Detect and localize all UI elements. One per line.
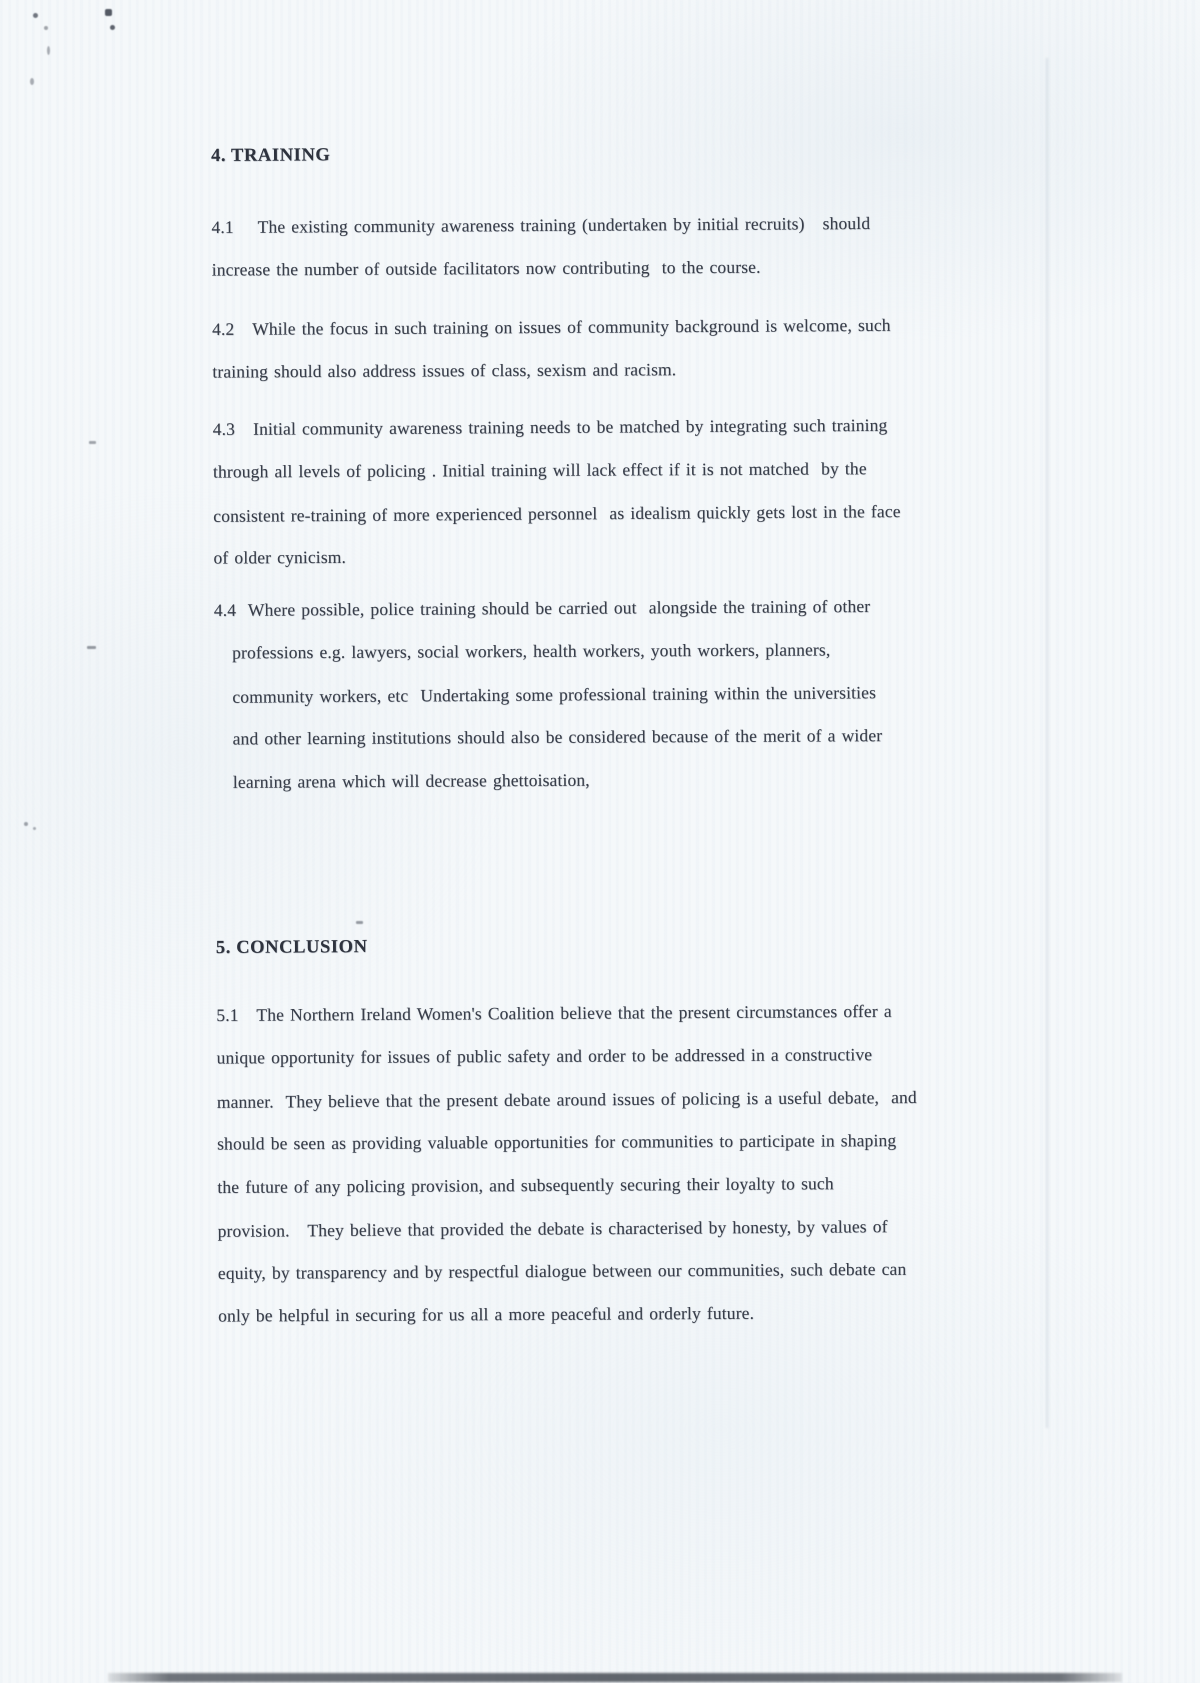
text-line: 4.3 Initial community awareness training needs to be matched by integrating such training [212,414,888,439]
text-line: through all levels of policing . Initial training will lack effect if it is not matched by the [212,458,867,482]
paragraph-4-4 [214,584,1075,804]
text-line: consistent re-training of more experienced personnel as idealism quickly gets lost in the face [213,501,901,526]
text-line: should be seen as providing valuable opportunities for communities to participate in shaping [217,1130,897,1154]
text-line: 4.2 While the focus in such training on issues of community background is welcome, such [212,314,891,339]
text-line: 4.1 The existing community awareness training (undertaken by initial recruits) should [211,212,871,237]
text-line: and other learning institutions should also be considered because of the merit of a wider [232,725,883,749]
text-line: the future of any policing provision, and subsequently securing their loyalty to such [217,1173,834,1197]
text-line: 5.1 The Northern Ireland Women's Coalition believe that the present circumstances offer a [216,1000,892,1025]
text-line: manner. They believe that the present debate around issues of policing is a useful debate, and [216,1086,917,1112]
text-line: increase the number of outside facilitators now contributing to the course. [211,256,761,280]
text-line: of older cynicism. [213,546,347,568]
text-line: unique opportunity for issues of public safety and order to be addressed in a constructive [216,1044,873,1068]
text-line: community workers, etc Undertaking some professional training within the universities [232,682,877,707]
text-line: training should also address issues of class, sexism and racism. [212,359,677,382]
section-heading-training: 4. TRAINING [210,145,331,166]
paragraph-4-1 [211,201,1072,292]
paragraph-4-3 [213,403,1074,580]
text-line: learning arena which will decrease ghettoisation, [232,769,590,792]
text-line: provision. They believe that provided the debate is characterised by honesty, by values of [217,1216,888,1241]
text-line: 4.4 Where possible, police training should be carried out alongside the training of other [213,595,871,620]
text-line: only be helpful in securing for us all a more peaceful and orderly future. [218,1302,755,1326]
section-heading-conclusion: 5. CONCLUSION [215,937,368,958]
text-line: professions e.g. lawyers, social workers, health workers, youth workers, planners, [232,639,831,663]
paragraph-5-1 [216,989,1078,1338]
paragraph-4-2 [212,303,1073,394]
text-line: equity, by transparency and by respectful dialogue between our communities, such debate can [217,1258,907,1283]
